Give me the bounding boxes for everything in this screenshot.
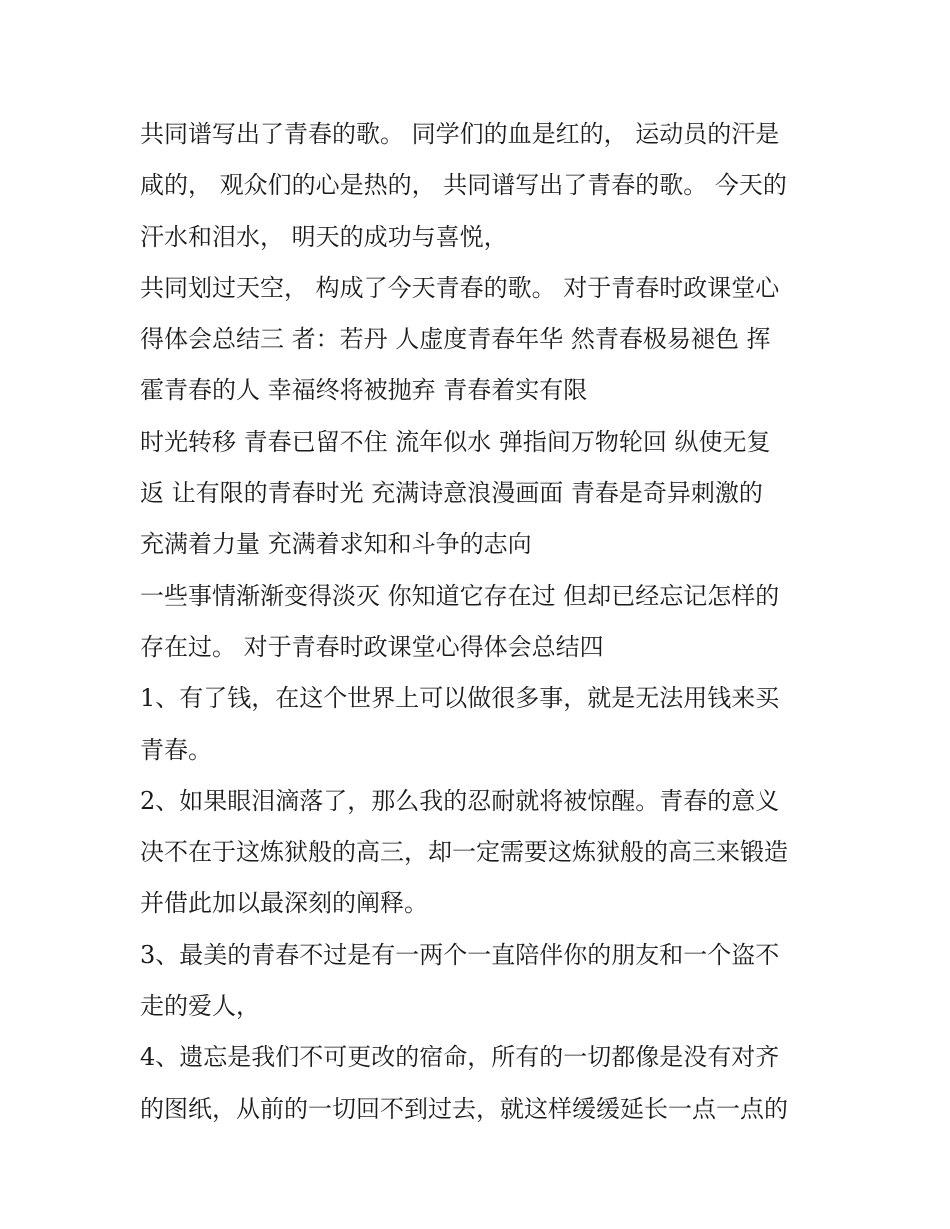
text-line: 时光转移 青春已留不住 流年似水 弹指间万物轮回 纵使无复 [140,427,771,456]
text-line: 决不在于这炼狱般的高三，却一定需要这炼狱般的高三来锻造 [140,838,788,867]
text-line: 的图纸，从前的一切回不到过去，就这样缓缓延长一点一点的 [140,1094,788,1123]
text-line: 得体会总结三 者：若丹 人虚度青春年华 然青春极易褪色 挥 [140,325,771,354]
text-line: 汗水和泪水， 明天的成功与喜悦， [140,222,508,251]
text-line: 并借此加以最深刻的阐释。 [140,889,428,918]
text-line: 充满着力量 充满着求知和斗争的志向 [140,530,532,559]
text-line: 霍青春的人 幸福终将被抛弃 青春着实有限 [140,376,588,405]
text-line: 返 让有限的青春时光 充满诗意浪漫画面 青春是奇异刺激的 [140,479,763,508]
text-line: 共同谱写出了青春的歌。 同学们的血是红的， 运动员的汗是 [140,120,780,148]
text-line: 存在过。 对于青春时政课堂心得体会总结四 [140,632,604,661]
text-line: 4、遗忘是我们不可更改的宿命，所有的一切都像是没有对齐 [140,1043,780,1072]
text-line: 1、有了钱，在这个世界上可以做很多事，就是无法用钱来买 [140,684,780,713]
text-line: 青春。 [140,735,212,764]
text-line: 3、最美的青春不过是有一两个一直陪伴你的朋友和一个盗不 [140,940,780,969]
text-line: 2、如果眼泪滴落了，那么我的忍耐就将被惊醒。青春的意义 [140,786,780,815]
document-body [140,109,830,1135]
text-line: 咸的， 观众们的心是热的， 共同谱写出了青春的歌。 今天的 [140,171,787,200]
text-line: 走的爱人， [140,992,260,1021]
text-line: 一些事情渐渐变得淡灭 你知道它存在过 但却已经忘记怎样的 [140,581,780,610]
text-line: 共同划过天空， 构成了今天青春的歌。 对于青春时政课堂心 [140,273,780,302]
